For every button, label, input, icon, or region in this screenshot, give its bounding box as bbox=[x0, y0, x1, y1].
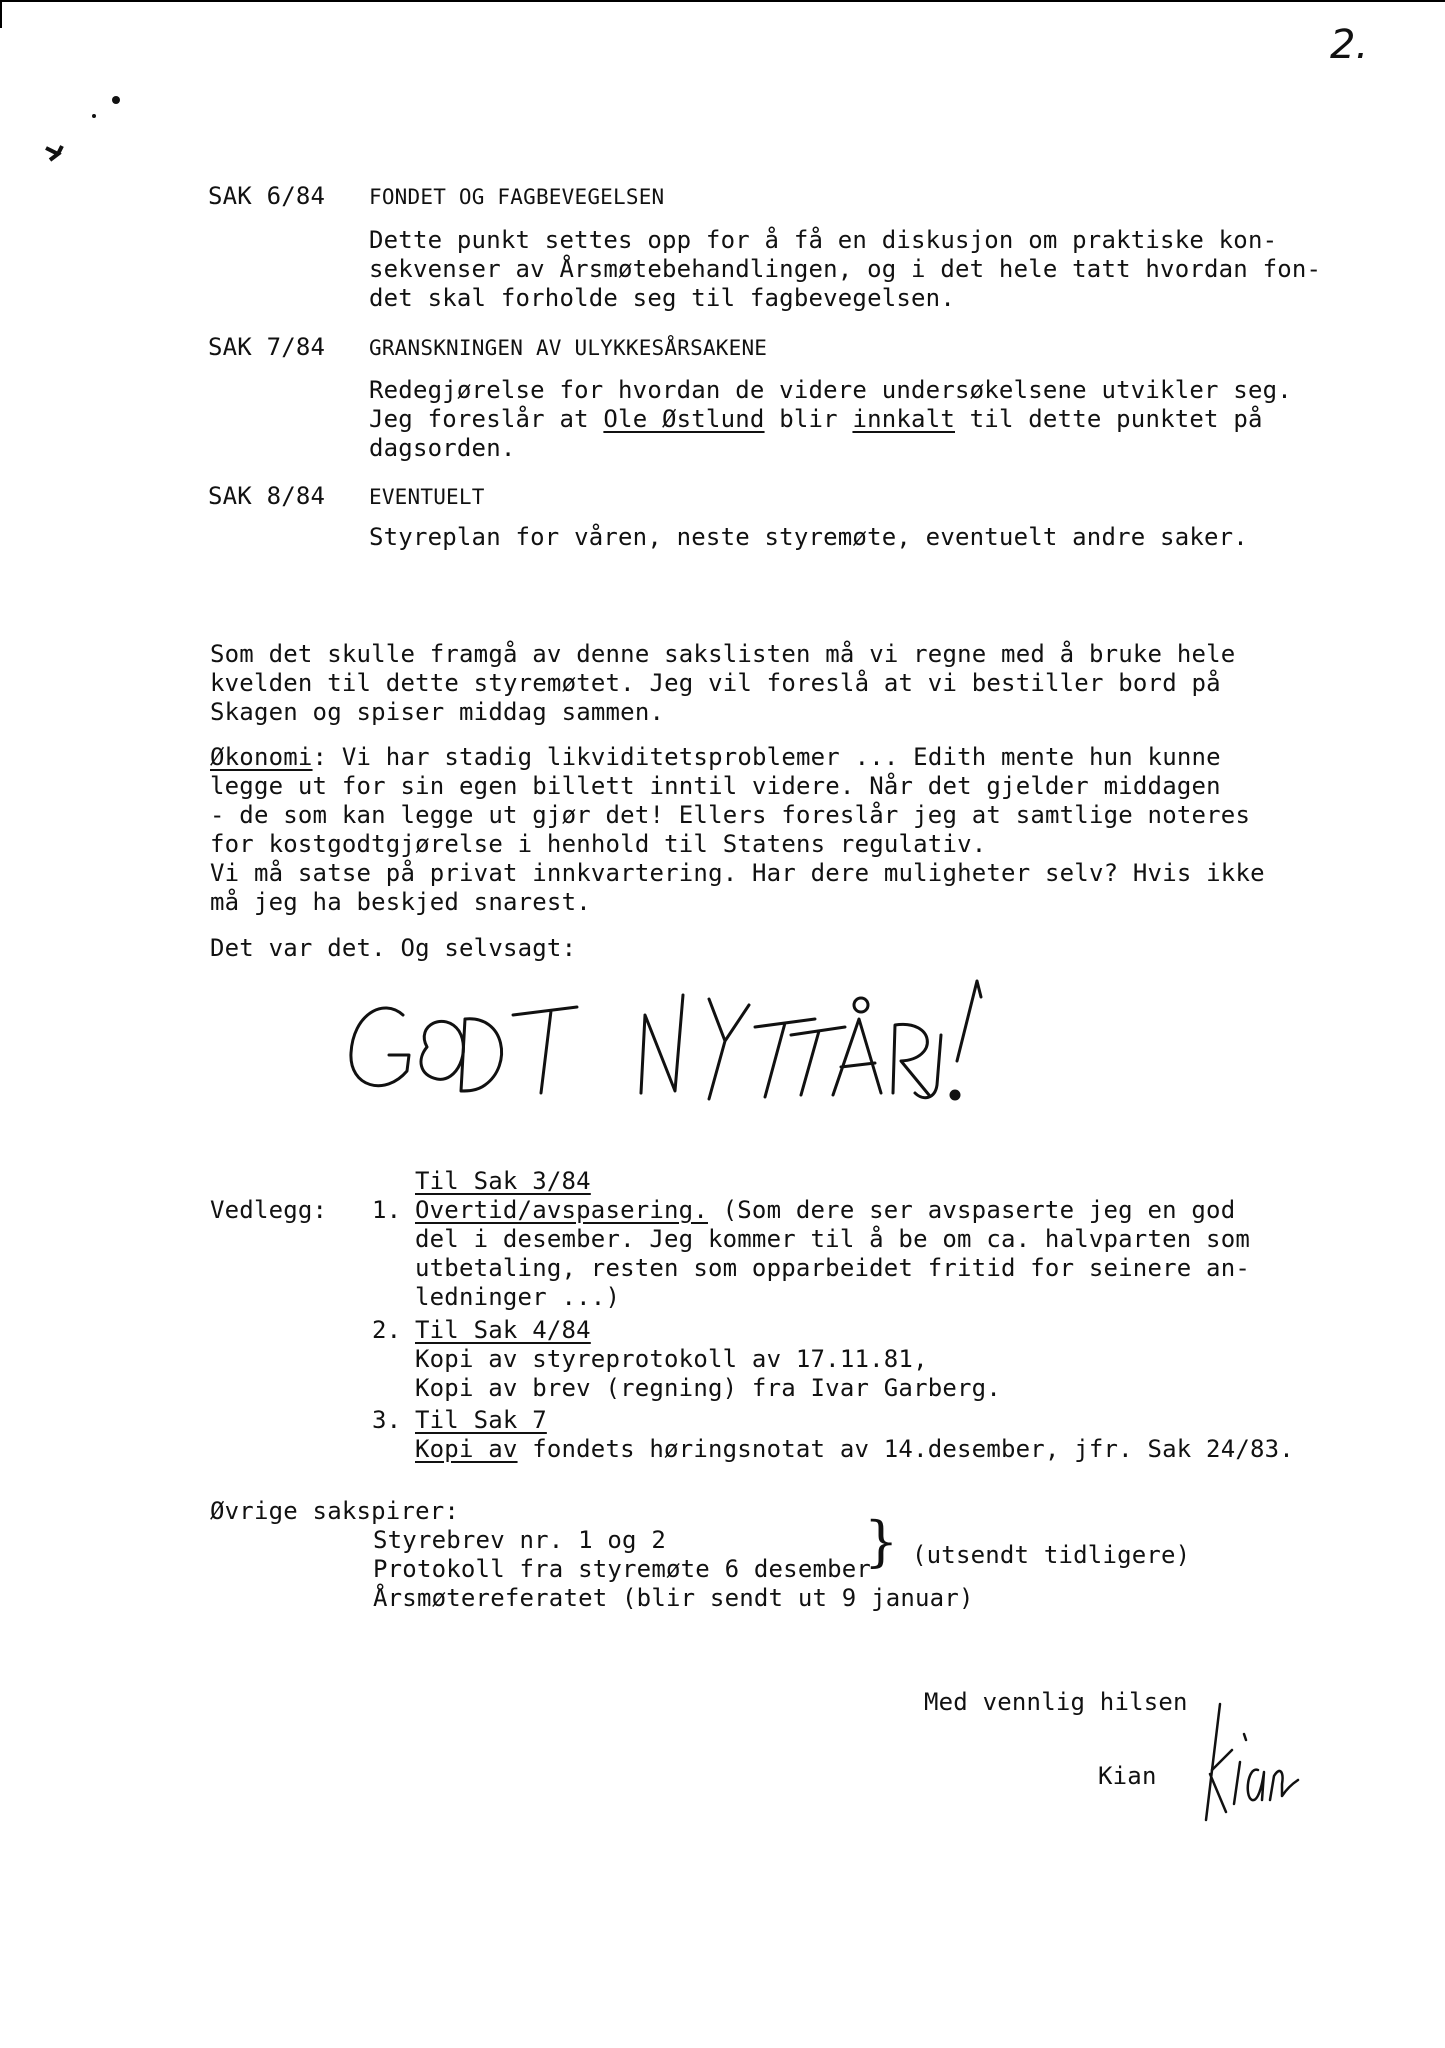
text-fragment: fondets høringsnotat av 14.desember, jfr. Sak 24/83. bbox=[517, 1435, 1294, 1463]
other-line: Protokoll fra styremøte 6 desember bbox=[373, 1555, 872, 1583]
sak-text-line: sekvenser av Årsmøtebehandlingen, og i det hele tatt hvordan fon- bbox=[369, 255, 1322, 283]
underlined-word: Kopi av bbox=[415, 1435, 518, 1463]
attachment-ref: Til Sak 7 bbox=[415, 1406, 547, 1434]
attachment-line: del i desember. Jeg kommer til å be om ca. halvparten som bbox=[415, 1225, 1251, 1253]
underlined-word: innkalt bbox=[852, 405, 955, 433]
text-fragment: blir bbox=[764, 405, 853, 433]
sak-text-line: det skal forholde seg til fagbevegelsen. bbox=[369, 284, 955, 312]
page-edge-top bbox=[0, 0, 1445, 2]
paragraph-line: legge ut for sin egen billett inntil videre. Når det gjelder middagen bbox=[210, 772, 1221, 800]
attachment-line: ledninger ...) bbox=[415, 1283, 621, 1311]
curly-brace: } bbox=[864, 1510, 899, 1573]
attachment-line bbox=[415, 1435, 1294, 1465]
sak-text-line: Dette punkt settes opp for å få en diskusjon om praktiske kon- bbox=[369, 226, 1278, 254]
sak-title: FONDET OG FAGBEVEGELSEN bbox=[369, 185, 665, 209]
sak-number: SAK 6/84 bbox=[208, 182, 326, 210]
attachment-number: 3. bbox=[372, 1406, 402, 1434]
sak-text-line: Styreplan for våren, neste styremøte, eventuelt andre saker. bbox=[369, 523, 1248, 551]
attachment-line: utbetaling, resten som opparbeidet fritid for seinere an- bbox=[415, 1254, 1251, 1282]
sak-text-line: Redegjørelse for hvordan de videre undersøkelsene utvikler seg. bbox=[369, 376, 1292, 404]
underlined-name: Ole Østlund bbox=[603, 405, 765, 433]
paragraph-line: - de som kan legge ut gjør det! Ellers foreslår jeg at samtlige noteres bbox=[210, 801, 1251, 829]
handwritten-signature bbox=[1170, 1700, 1300, 1830]
attachment-line: Kopi av styreprotokoll av 17.11.81, bbox=[415, 1345, 928, 1373]
sak-text-line bbox=[369, 405, 1263, 435]
other-label: Øvrige sakspirer: bbox=[210, 1497, 460, 1525]
text-fragment: til dette punktet på bbox=[955, 405, 1263, 433]
page-edge-left bbox=[0, 0, 2, 28]
punch-marks bbox=[40, 90, 130, 170]
attachment-ref: Til Sak 4/84 bbox=[415, 1316, 591, 1344]
paragraph-line: må jeg ha beskjed snarest. bbox=[210, 888, 591, 916]
attachments-label: Vedlegg: bbox=[210, 1196, 328, 1224]
sak-title: EVENTUELT bbox=[369, 485, 485, 509]
other-line: Årsmøtereferatet (blir sendt ut 9 januar) bbox=[373, 1584, 974, 1612]
text-fragment: Jeg foreslår at bbox=[369, 405, 604, 433]
text-fragment: : Vi har stadig likviditetsproblemer ... Edith mente hun kunne bbox=[312, 743, 1221, 771]
paragraph-line bbox=[210, 743, 1221, 773]
page-number: 2. bbox=[1330, 22, 1369, 68]
attachment-line: Kopi av brev (regning) fra Ivar Garberg. bbox=[415, 1374, 1001, 1402]
paragraph-line: kvelden til dette styremøtet. Jeg vil foreslå at vi bestiller bord på bbox=[210, 669, 1221, 697]
sak-text-line: dagsorden. bbox=[369, 434, 516, 462]
paragraph-line: Som det skulle framgå av denne sakslisten må vi regne med å bruke hele bbox=[210, 640, 1236, 668]
attachment-number: 1. bbox=[372, 1196, 402, 1224]
sender-name: Kian bbox=[1098, 1762, 1157, 1790]
handwritten-greeting bbox=[345, 975, 1045, 1115]
other-note: (utsendt tidligere) bbox=[912, 1541, 1191, 1569]
attachment-number: 2. bbox=[372, 1316, 402, 1344]
paragraph-line: Det var det. Og selvsagt: bbox=[210, 934, 577, 962]
paragraph-line: Vi må satse på privat innkvartering. Har dere muligheter selv? Hvis ikke bbox=[210, 859, 1265, 887]
attachment-ref: Til Sak 3/84 bbox=[415, 1167, 591, 1195]
sak-title: GRANSKNINGEN AV ULYKKESÅRSAKENE bbox=[369, 336, 768, 360]
paragraph-line: for kostgodtgjørelse i henhold til Statens regulativ. bbox=[210, 830, 987, 858]
attachment-line bbox=[415, 1196, 1235, 1226]
sak-number: SAK 8/84 bbox=[208, 482, 326, 510]
closing-greeting: Med vennlig hilsen bbox=[924, 1688, 1188, 1716]
other-line: Styrebrev nr. 1 og 2 bbox=[373, 1526, 666, 1554]
sak-number: SAK 7/84 bbox=[208, 333, 326, 361]
text-fragment: (Som dere ser avspaserte jeg en god bbox=[707, 1196, 1236, 1224]
underlined-word: Overtid/avspasering. bbox=[415, 1196, 708, 1224]
paragraph-line: Skagen og spiser middag sammen. bbox=[210, 698, 665, 726]
okonomi-label: Økonomi bbox=[210, 743, 313, 771]
